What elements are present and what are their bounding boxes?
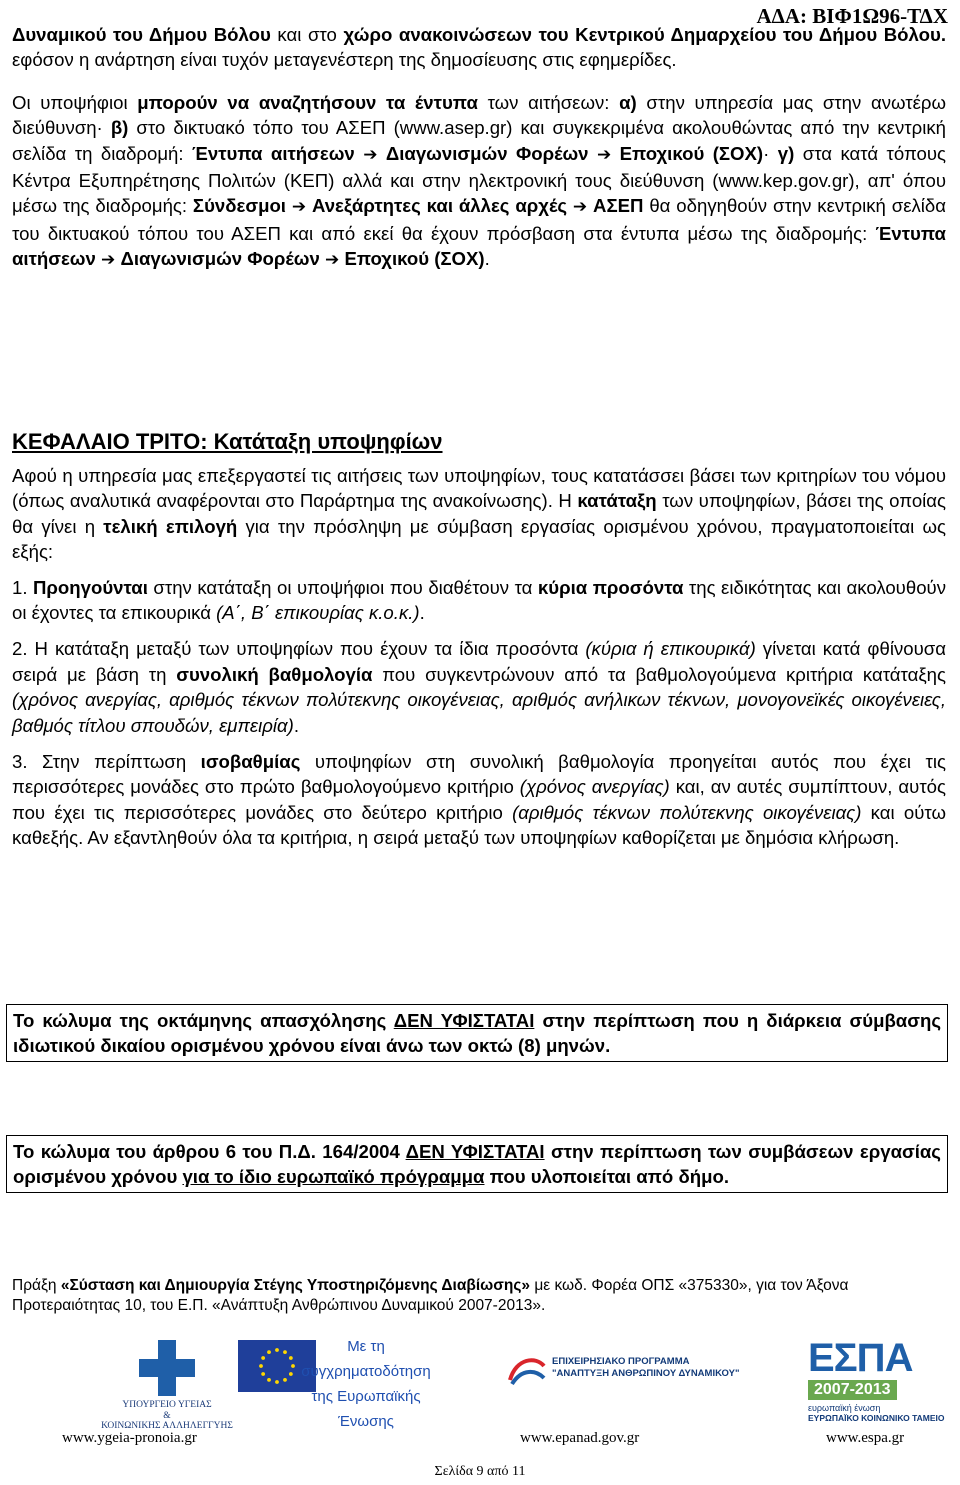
arrow-icon: ➔ xyxy=(363,144,378,165)
text: (κύρια ή επικουρικά) xyxy=(585,638,756,660)
text: που υλοποιείται από δήμο. xyxy=(484,1166,729,1187)
text: γ) xyxy=(777,142,795,164)
logos-strip xyxy=(0,1338,960,1458)
text: θα οδηγηθούν στην κεντρική σελίδα του δικτυακού τόπου του ΑΣΕΠ και από εκεί θα έχουν πρόσβαση στα έντυπα μέσω της διαδρομής: xyxy=(12,195,947,244)
eu-star xyxy=(275,1348,279,1352)
arrow-icon: ➔ xyxy=(101,250,116,271)
ranking-item-2 xyxy=(12,636,946,738)
text: Το κώλυμα της οκτάμηνης απασχόλησης xyxy=(13,1010,394,1031)
intro-b2: χώρο ανακοινώσεων του Κεντρικού Δημαρχείου του Δήμου Βόλου. xyxy=(343,24,946,45)
cofund-line2: συγχρηματοδότηση xyxy=(301,1363,431,1380)
text: . xyxy=(293,714,299,736)
text: Πράξη xyxy=(12,1277,61,1294)
notice-box-2 xyxy=(6,1135,948,1193)
text: Οι υποψήφιοι xyxy=(12,91,138,113)
ministry-line3: ΚΟΙΝΩΝΙΚΗΣ ΑΛΛΗΛΕΓΓΥΗΣ xyxy=(101,1421,233,1431)
text: στην κατάταξη οι υποψήφιοι που διαθέτουν τα xyxy=(147,576,538,598)
text: στην περίπτωση που η διάρκεια σύμβασης ιδιωτικού δικαίου ορισμένου χρόνου είναι άνω των οκτώ (8) μηνών. xyxy=(13,1010,941,1056)
text: (αριθμός τέκνων πολύτεκνης οικογένειας) xyxy=(512,801,862,823)
text: 2. Η κατάταξη μεταξύ των υποψηφίων που έχουν τα ίδια προσόντα xyxy=(12,638,586,660)
arrow-icon: ➔ xyxy=(291,197,307,218)
text: Σύνδεσμοι xyxy=(192,195,286,217)
ranking-section xyxy=(12,463,946,851)
text: για το ίδιο ευρωπαϊκό πρόγραμμα xyxy=(182,1166,485,1187)
text: . xyxy=(484,248,490,270)
arrow-icon: ➔ xyxy=(325,250,340,271)
text: Το κώλυμα του άρθρου 6 του Π.Δ. 164/2004 xyxy=(13,1141,406,1162)
ministry-line1: ΥΠΟΥΡΓΕΙΟ ΥΓΕΙΑΣ xyxy=(122,1400,212,1410)
ranking-item-1 xyxy=(12,575,946,626)
arrow-icon: ➔ xyxy=(572,197,588,218)
eu-star xyxy=(259,1364,263,1368)
text: ΔΕΝ ΥΦΙΣΤΑΤΑΙ xyxy=(393,1010,535,1031)
espa-line1: ευρωπαϊκή ένωση xyxy=(808,1403,881,1413)
ministry-cross-icon xyxy=(137,1338,197,1398)
text: Εποχικού (ΣΟΧ) xyxy=(619,142,764,164)
text: Διαγωνισμών Φορέων xyxy=(385,142,589,164)
text: (Α΄, Β΄ επικουρίας κ.ο.κ.) xyxy=(216,602,420,624)
epanad-url: www.epanad.gov.gr xyxy=(520,1430,640,1446)
text: (χρόνος ανεργίας) xyxy=(519,776,670,798)
cofund-line4: Ένωσης xyxy=(338,1413,394,1430)
text: Ανεξάρτητες και άλλες αρχές xyxy=(311,195,568,217)
cofund-line3: της Ευρωπαϊκής xyxy=(311,1388,421,1405)
forms-paragraph xyxy=(12,90,946,274)
espa-url: www.espa.gr xyxy=(826,1430,905,1446)
text: συνολική βαθμολογία xyxy=(176,663,373,685)
epanad-line2: "ΑΝΑΠΤΥΞΗ ΑΝΘΡΩΠΙΝΟΥ ΔΥΝΑΜΙΚΟΥ" xyxy=(552,1368,740,1379)
text: κατάταξη xyxy=(577,490,657,512)
text: γίνεται κατά φθίνουσα σειρά με βάση τη xyxy=(12,638,946,685)
intro-b1: Δυναμικού του Δήμου Βόλου xyxy=(12,24,271,45)
ranking-item-3 xyxy=(12,749,946,851)
text: Προηγούνται xyxy=(33,576,148,598)
intro-t1: και στο xyxy=(270,24,344,45)
eu-star xyxy=(267,1350,271,1354)
text: στην υπηρεσία μας στην ανωτέρω διεύθυνση· xyxy=(12,91,946,139)
text: υποψηφίων στη συνολική βαθμολογία προηγείται αυτός που έχει τις περισσότερες μονάδες στο πρώτο βαθμολογούμενο κριτήριο xyxy=(12,751,946,798)
text: «Σύσταση και Δημιουργία Στέγης Υποστηριζόμενης Διαβίωσης» xyxy=(60,1277,531,1294)
text: των αιτήσεων: xyxy=(477,91,620,113)
text: Αφού η υπηρεσία μας επεξεργαστεί τις αιτήσεις των υποψηφίων, τους κατατάσσει βάσει των κριτηρίων του νόμου (όπως αναλυτικά αναφέρονται στο Παράρτημα της ανακοίνωσης). Η xyxy=(12,465,946,512)
text: Έντυπα αιτήσεων xyxy=(12,222,946,270)
text: Έντυπα αιτήσεων xyxy=(192,142,355,164)
arrow-icon: ➔ xyxy=(596,144,612,165)
espa-title: ΕΣΠΑ xyxy=(808,1336,913,1380)
text: και, αν αυτές συμπίπτουν, αυτός που έχει τις περισσότερες μονάδες στο δεύτερο κριτήριο xyxy=(12,776,946,823)
text: στα κατά τόπους Κέντρα Εξυπηρέτησης Πολιτών (ΚΕΠ) αλλά και στην ηλεκτρονική τους διεύθυνση (www.kep.gov.gr), απ' όπου μέσω της διαδρομής: xyxy=(12,142,946,217)
text: των υποψηφίων, βάσει της οποίας θα γίνει η xyxy=(12,490,946,537)
text: (χρόνος ανεργίας, αριθμός τέκνων πολύτεκνης οικογένειας, αριθμός ανήλικων τέκνων, μονογονεϊκές οικογένειες, βαθμός τίτλου σπουδών, εμπειρία) xyxy=(12,689,946,736)
cofund-line1: Με τη xyxy=(347,1338,385,1355)
notice-box-1 xyxy=(6,1004,948,1062)
text: με κωδ. Φορέα ΟΠΣ «375330», για τον Άξονα Προτεραιότητας 10, του Ε.Π. «Ανάπτυξη Ανθρώπινου Δυναμικού 2007-2013». xyxy=(12,1277,849,1314)
cofund-text xyxy=(286,1334,446,1434)
eu-star xyxy=(267,1378,271,1382)
text: ΑΣΕΠ xyxy=(593,195,644,217)
text: . xyxy=(419,602,425,624)
text: στο δικτυακό τόπο του ΑΣΕΠ (www.asep.gr) και συγκεκριμένα ακολουθώντας από την κεντρική σελίδα τη διαδρομή: xyxy=(12,117,947,164)
epanad-swirl-icon xyxy=(506,1352,548,1388)
text: στην περίπτωση των συμβάσεων εργασίας ορισμένου χρόνου xyxy=(13,1141,941,1187)
eu-star xyxy=(261,1372,265,1376)
text: για την πρόσληψη με σύμβαση εργασίας ορισμένου χρόνου, πραγματοποιείται ως εξής: xyxy=(12,515,946,563)
ministry-logo xyxy=(92,1338,242,1432)
page-number: Σελίδα 9 από 11 xyxy=(434,1464,526,1479)
intro-paragraph xyxy=(12,22,946,274)
text: ισοβαθμίας xyxy=(200,751,301,773)
text: τελική επιλογή xyxy=(103,515,238,537)
text: 3. Στην περίπτωση xyxy=(12,751,201,773)
ministry-line2: & xyxy=(163,1410,171,1421)
project-note xyxy=(12,1276,952,1316)
ministry-url: www.ygeia-pronoia.gr xyxy=(62,1430,197,1446)
eu-star xyxy=(275,1380,279,1384)
text: 1. xyxy=(12,576,33,598)
text: α) xyxy=(619,91,637,113)
text: Εποχικού (ΣΟΧ) xyxy=(344,248,485,270)
espa-line2: ΕΥΡΩΠΑΪΚΟ ΚΟΙΝΩΝΙΚΟ ΤΑΜΕΙΟ xyxy=(808,1413,945,1423)
text: β) xyxy=(110,117,129,139)
ada-code: ΑΔΑ: ΒΙΦ1Ω96-ΤΔΧ xyxy=(756,4,948,28)
text: και ούτω καθεξής. Αν εξαντληθούν όλα τα κριτήρια, η σειρά μεταξύ των υποψηφίων καθορίζεται με δημόσια κλήρωση. xyxy=(12,801,946,849)
eu-star xyxy=(261,1356,265,1360)
text: μπορούν να αναζητήσουν τα έντυπα xyxy=(137,91,478,113)
text: της ειδικότητας και ακολουθούν οι έχοντες τα επικουρικά xyxy=(12,576,946,624)
espa-years: 2007-2013 xyxy=(808,1380,897,1400)
ranking-intro xyxy=(12,463,946,565)
text: κύρια προσόντα xyxy=(537,576,684,598)
intro-t2: εφόσον η ανάρτηση είναι τυχόν μεταγενέστερη της δημοσίευσης στις εφημερίδες. xyxy=(12,49,677,71)
text: ΔΕΝ ΥΦΙΣΤΑΤΑΙ xyxy=(405,1141,545,1162)
epanad-line1: ΕΠΙΧΕΙΡΗΣΙΑΚΟ ΠΡΟΓΡΑΜΜΑ xyxy=(552,1356,690,1367)
espa-logo xyxy=(808,1338,958,1426)
text: Διαγωνισμών Φορέων xyxy=(120,248,320,270)
chapter-title: ΚΕΦΑΛΑΙΟ ΤΡΙΤΟ: Κατάταξη υποψηφίων xyxy=(12,429,443,454)
text: που συγκεντρώνουν από τα βαθμολογούμενα κριτήρια κατάταξης xyxy=(372,663,946,685)
text: · xyxy=(763,142,778,164)
